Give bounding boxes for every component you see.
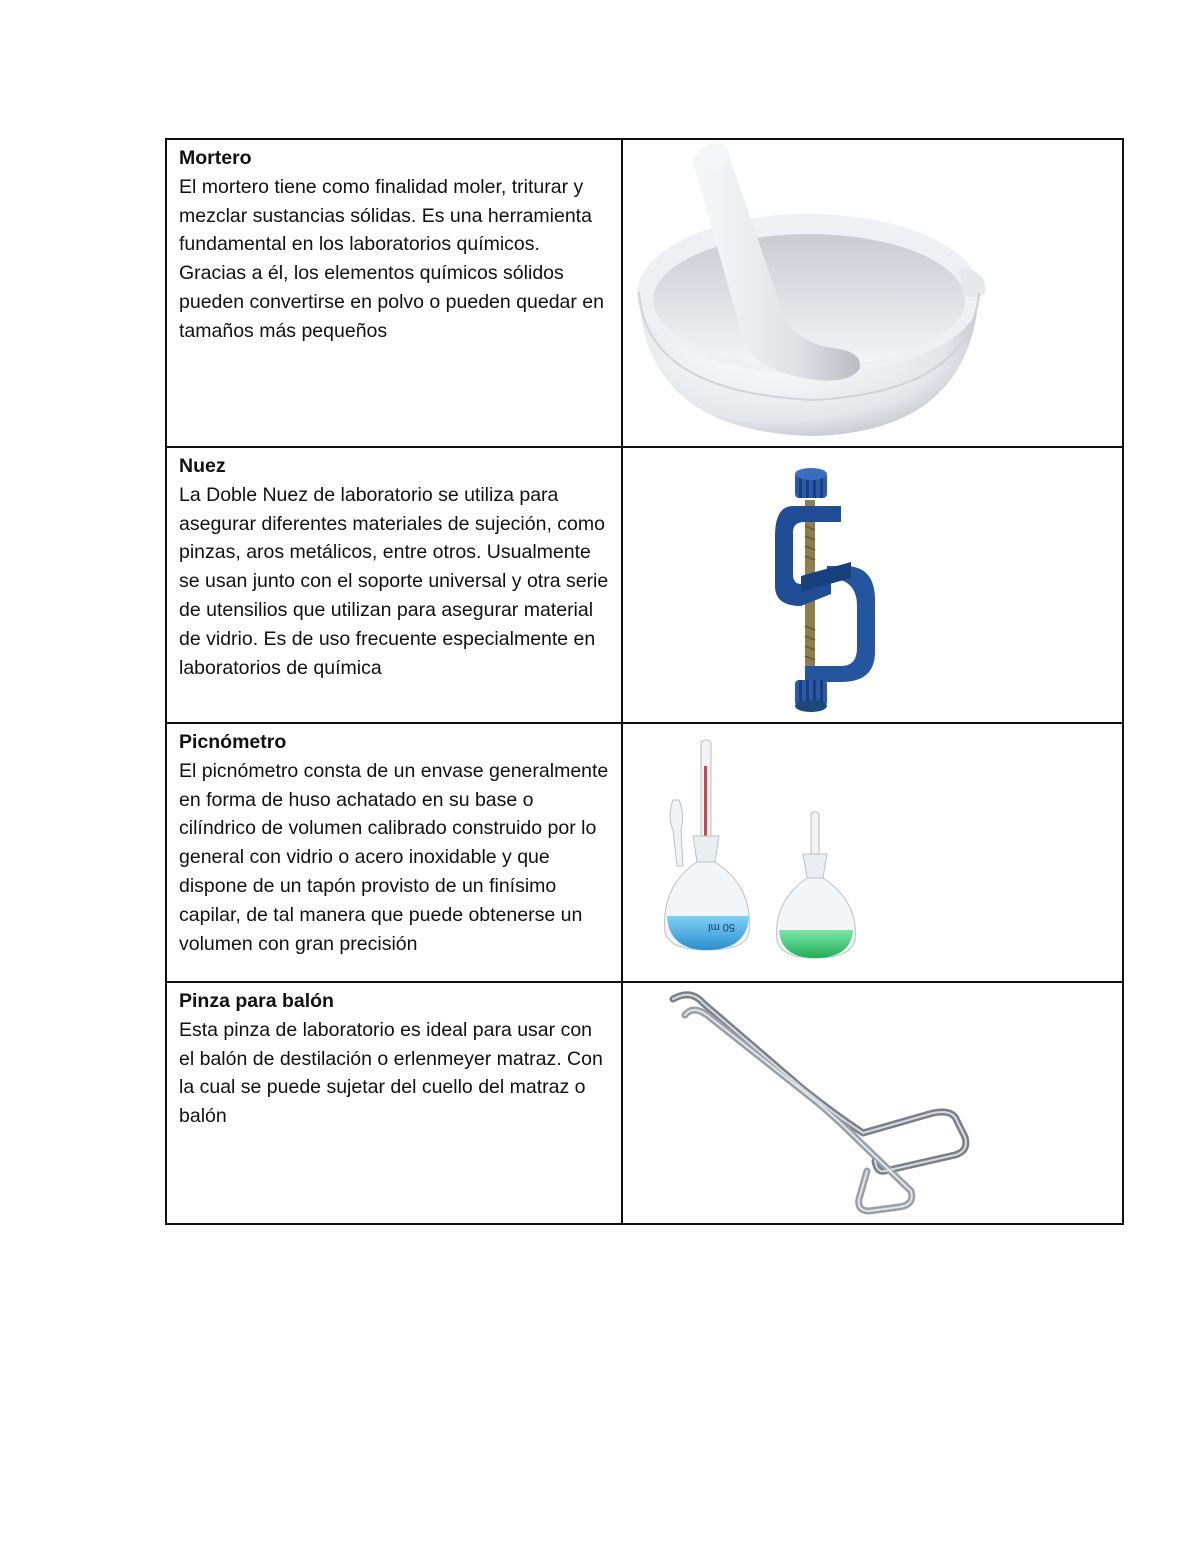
item-description: El picnómetro consta de un envase generalmente en forma de huso achatado en su base o cilíndrico de volumen calibrado construido por lo general con vidrio o acero inoxidable y que dispone de un tapón provisto de un finísimo capilar, de tal manera que puede obtenerse un volumen con gran precisión [179,759,609,955]
item-title: Mortero [179,147,252,169]
flask-tongs-image [663,985,983,1217]
text-cell [166,139,622,447]
item-title: Picnómetro [179,731,287,753]
table-row [166,723,1123,982]
instruments-table [165,138,1124,1225]
item-title: Pinza para balón [179,990,334,1012]
image-cell [622,723,1123,982]
table-row [166,447,1123,723]
flask-volume-label: 50 ml [708,921,735,933]
double-boss-clamp-image [771,466,881,716]
item-title: Nuez [179,455,226,477]
table-row [166,982,1123,1224]
table-row [166,139,1123,447]
item-description: La Doble Nuez de laboratorio se utiliza para asegurar diferentes materiales de sujeción, como pinzas, aros metálicos, entre otros. Usualmente se usan junto con el soporte universal y otra serie de utensilios que utilizan para asegurar material de vidrio. Es de uso frecuente especialmente en laboratorios de química [179,483,609,679]
text-cell [166,447,622,723]
item-description: Esta pinza de laboratorio es ideal para usar con el balón de destilación o erlenmeyer matraz. Con la cual se puede sujetar del cuello del matraz o balón [179,1018,603,1128]
image-cell [622,139,1123,447]
item-description: El mortero tiene como finalidad moler, triturar y mezclar sustancias sólidas. Es una herramienta fundamental en los laboratorios químicos. Gracias a él, los elementos químicos sólidos pueden convertirse en polvo o pueden quedar en tamaños más pequeños [179,175,604,342]
text-cell [166,982,622,1224]
image-cell [622,982,1123,1224]
text-cell [166,723,622,982]
mortar-and-pestle-image [633,142,1013,442]
pycnometers-image [663,736,873,976]
image-cell [622,447,1123,723]
